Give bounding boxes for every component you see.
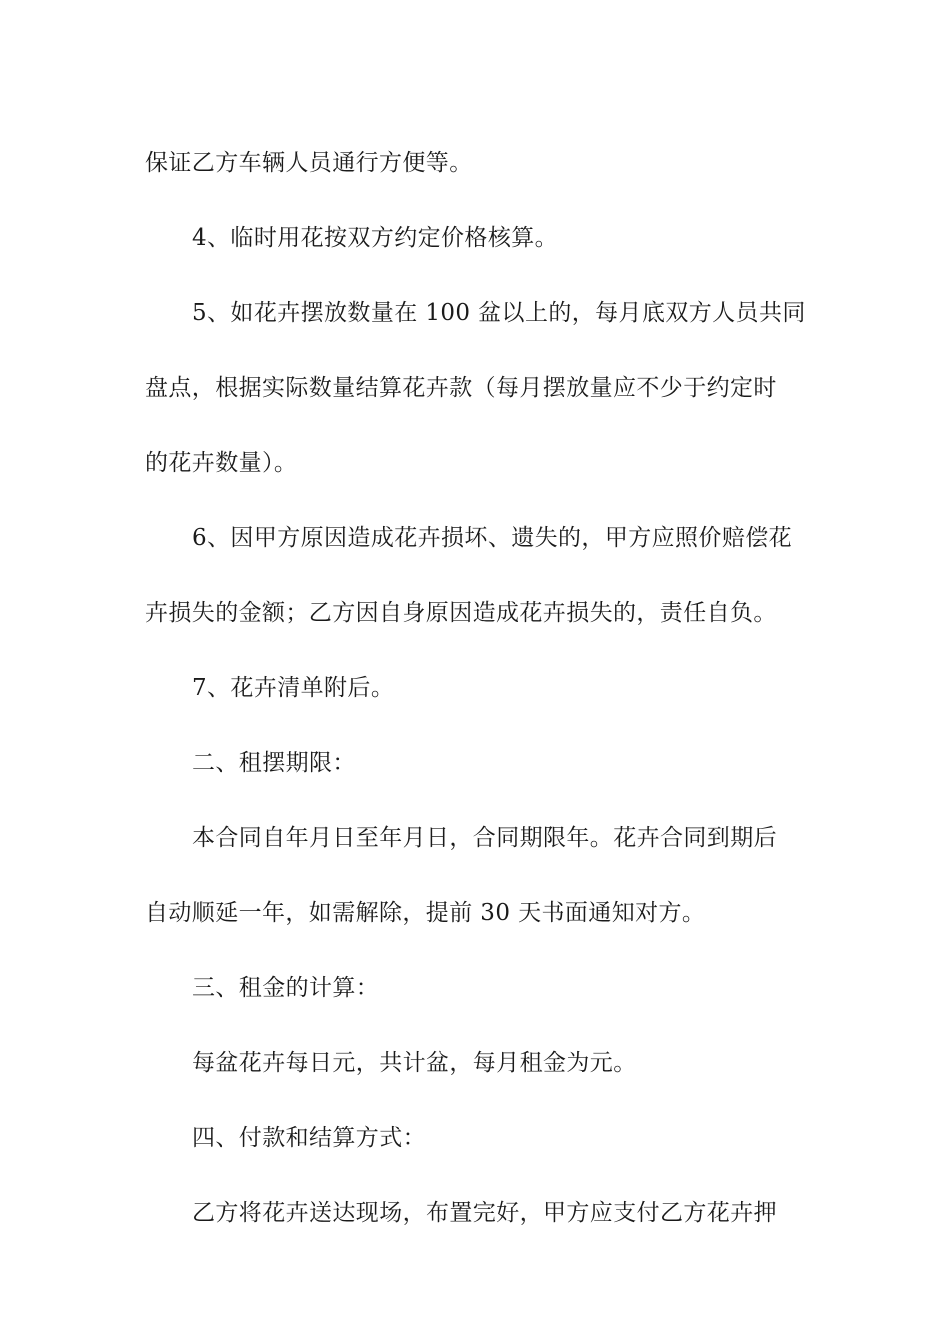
paragraph-line-4: 盘点，根据实际数量结算花卉款（每月摆放量应不少于约定时 bbox=[145, 375, 777, 401]
paragraph-line-2: 4、临时用花按双方约定价格核算。 bbox=[192, 225, 559, 251]
paragraph-line-5: 的花卉数量）。 bbox=[145, 450, 298, 476]
section-heading-payment: 四、付款和结算方式： bbox=[192, 1125, 426, 1151]
paragraph-line-11: 自动顺延一年，如需解除，提前 30 天书面通知对方。 bbox=[145, 900, 706, 926]
paragraph-line-1: 保证乙方车辆人员通行方便等。 bbox=[145, 150, 473, 176]
document-body bbox=[145, 126, 815, 1251]
paragraph-line-6: 6、因甲方原因造成花卉损坏、遗失的，甲方应照价赔偿花 bbox=[192, 525, 793, 551]
paragraph-line-13: 每盆花卉每日元，共计盆，每月租金为元。 bbox=[192, 1050, 637, 1076]
paragraph-line-3: 5、如花卉摆放数量在 100 盆以上的，每月底双方人员共同 bbox=[192, 300, 806, 326]
paragraph-line-8: 7、花卉清单附后。 bbox=[192, 675, 395, 701]
section-heading-rent: 三、租金的计算： bbox=[192, 975, 380, 1001]
paragraph-line-7: 卉损失的金额；乙方因自身原因造成花卉损失的，责任自负。 bbox=[145, 600, 777, 626]
section-heading-term: 二、租摆期限： bbox=[192, 750, 356, 776]
paragraph-line-10: 本合同自年月日至年月日，合同期限年。花卉合同到期后 bbox=[192, 825, 777, 851]
paragraph-line-15: 乙方将花卉送达现场，布置完好，甲方应支付乙方花卉押 bbox=[192, 1200, 777, 1226]
